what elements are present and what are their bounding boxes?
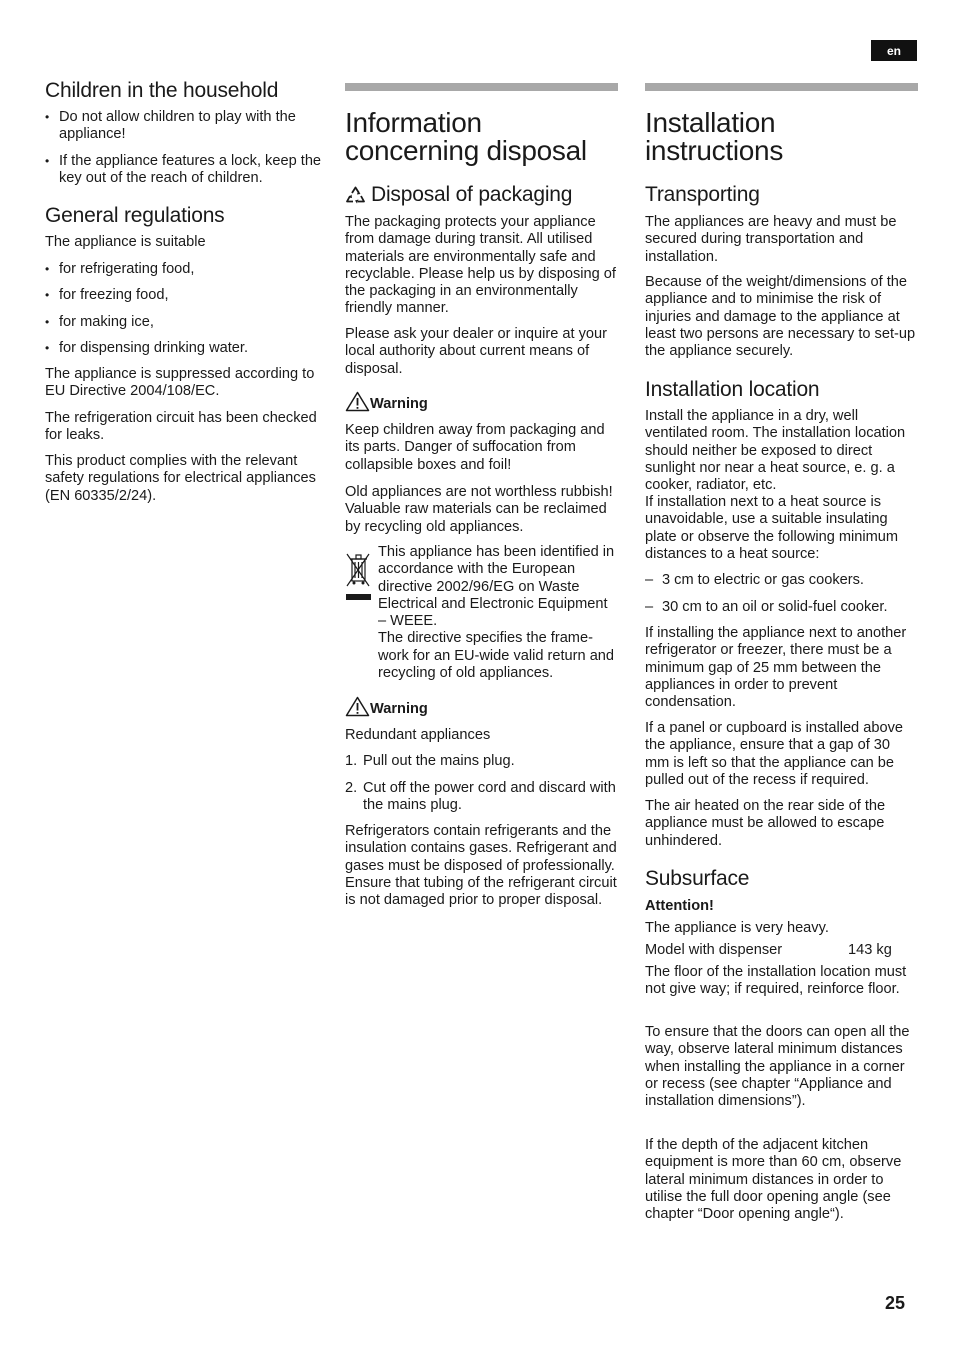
- warning-label: Warning: [370, 701, 428, 717]
- heading-transporting: Transporting: [645, 183, 760, 206]
- paragraph: Keep children away from packaging and its parts. Danger of suffocation from collapsible boxes and foil!: [345, 422, 605, 473]
- crossed-out-bin-icon: [345, 550, 371, 604]
- paragraph: Install the appliance in a dry, well ventilated room. The installation location should neither be exposed to direct sunlight nor near a heat source, e. g. a cooker, radiator, etc.: [645, 408, 906, 494]
- attention-label: Attention!: [645, 898, 714, 914]
- paragraph: The directive specifies the frame-work for an EU-wide valid return and recycling of old appliances.: [378, 630, 615, 682]
- heading-subsurface: Subsurface: [645, 867, 750, 890]
- list-item: • If the appliance features a lock, keep the key out of the reach of children.: [45, 153, 334, 188]
- paragraph: Please ask your dealer or inquire at your local authority about current means of disposal.: [345, 326, 608, 377]
- paragraph: The floor of the installation location must not give way; if required, reinforce floor.: [645, 964, 907, 998]
- heading-children: Children in the household: [45, 79, 279, 102]
- page-number: 25: [885, 1293, 906, 1313]
- section-divider-bar: [345, 83, 618, 91]
- heading-installation-location: Installation location: [645, 378, 820, 401]
- paragraph: If the depth of the adjacent kitchen equipment is more than 60 cm, observe lateral minimum distances in order to utilise the full door opening angle (see chapter “Door opening angle“).: [645, 1137, 902, 1223]
- title-line: concerning disposal: [345, 135, 587, 166]
- paragraph: Refrigerators contain refrigerants and the insulation contains gases. Refrigerant and gases must be disposed of professionally. Ensure that tubing of the refrigerant circuit is not damaged prior to proper disposal.: [345, 823, 617, 909]
- paragraph: The appliance is very heavy.: [645, 920, 829, 936]
- paragraph: If a panel or cupboard is installed above the appliance, ensure that a gap of 30 mm is left so that the appliance can be pulled out of the recess if required.: [645, 720, 903, 788]
- paragraph: To ensure that the doors can open all the way, observe lateral minimum distances when installing the appliance in a corner or recess (see chapter “Appliance and installation dimensions”).: [645, 1024, 910, 1110]
- warning-heading: [345, 391, 428, 412]
- warning-icon: [345, 696, 370, 717]
- list-item: [345, 780, 636, 815]
- weee-notice: [345, 544, 618, 682]
- step-text: Cut off the power cord and discard with the mains plug.: [363, 780, 616, 814]
- paragraph: Old appliances are not worthless rubbish! Valuable raw materials can be reclaimed by recycling old appliances.: [345, 484, 613, 535]
- list-item: [345, 753, 636, 770]
- list-item: – 3 cm to electric or gas cookers.: [645, 572, 935, 589]
- warning-heading: [345, 696, 428, 717]
- paragraph: This product complies with the relevant safety regulations for electrical appliances (EN 60335/2/24).: [45, 453, 316, 504]
- model-label: Model with dispenser: [645, 942, 783, 958]
- list-item: • for freezing food,: [45, 287, 334, 304]
- list-item: • Do not allow children to play with the appliance!: [45, 109, 334, 144]
- section-title-disposal: [345, 109, 587, 165]
- heading-text: Disposal of packaging: [371, 183, 573, 206]
- paragraph: The appliance is suppressed according to EU Directive 2004/108/EC.: [45, 366, 315, 400]
- weight-spec: [645, 942, 918, 959]
- paragraph: This appliance has been identified in accordance with the European directive 2002/96/EG on Waste Electrical and Electronic Equipment – WEEE.: [378, 544, 615, 630]
- warning-label: Warning: [370, 396, 428, 412]
- section-title-installation: [645, 109, 783, 165]
- paragraph: Redundant appliances: [345, 727, 491, 743]
- list-item: • for refrigerating food,: [45, 261, 334, 278]
- language-badge: en: [871, 40, 917, 61]
- paragraph: If installing the appliance next to another refrigerator or freezer, there must be a minimum gap of 25 mm between the appliances in order to prevent condensation.: [645, 625, 907, 711]
- paragraph: If installation next to a heat source is unavoidable, use a suitable insulating plate or observe the following minimum distances to a heat source:: [645, 494, 899, 562]
- list-item: • for dispensing drinking water.: [45, 340, 334, 357]
- title-line: Installation: [645, 107, 776, 138]
- list-item: • for making ice,: [45, 314, 334, 331]
- paragraph: The packaging protects your appliance from damage during transit. All utilised materials are environmentally safe and recyclable. Please help us by disposing of the packaging in an environmentally friendly manner.: [345, 214, 616, 317]
- warning-icon: [345, 391, 370, 412]
- step-number: 2.: [345, 780, 358, 796]
- paragraph: The appliance is suitable: [45, 234, 206, 250]
- paragraph: Because of the weight/dimensions of the appliance and to minimise the risk of injuries and damage to the appliance at least two persons are necessary to set-up the appliance securely.: [645, 274, 916, 360]
- section-divider-bar: [645, 83, 918, 91]
- list-item: – 30 cm to an oil or solid-fuel cooker.: [645, 599, 935, 616]
- recycle-icon: [345, 185, 366, 206]
- paragraph: The air heated on the rear side of the appliance must be allowed to escape unhindered.: [645, 798, 886, 849]
- step-text: Pull out the mains plug.: [363, 753, 515, 769]
- heading-disposal-of-packaging: [345, 183, 572, 207]
- title-line: instructions: [645, 135, 784, 166]
- paragraph: The appliances are heavy and must be secured during transportation and installation.: [645, 214, 897, 265]
- model-weight: 143 kg: [848, 942, 892, 958]
- step-number: 1.: [345, 753, 358, 769]
- heading-general-regulations: General regulations: [45, 204, 225, 227]
- paragraph: The refrigeration circuit has been checked for leaks.: [45, 410, 317, 444]
- title-line: Information: [345, 107, 482, 138]
